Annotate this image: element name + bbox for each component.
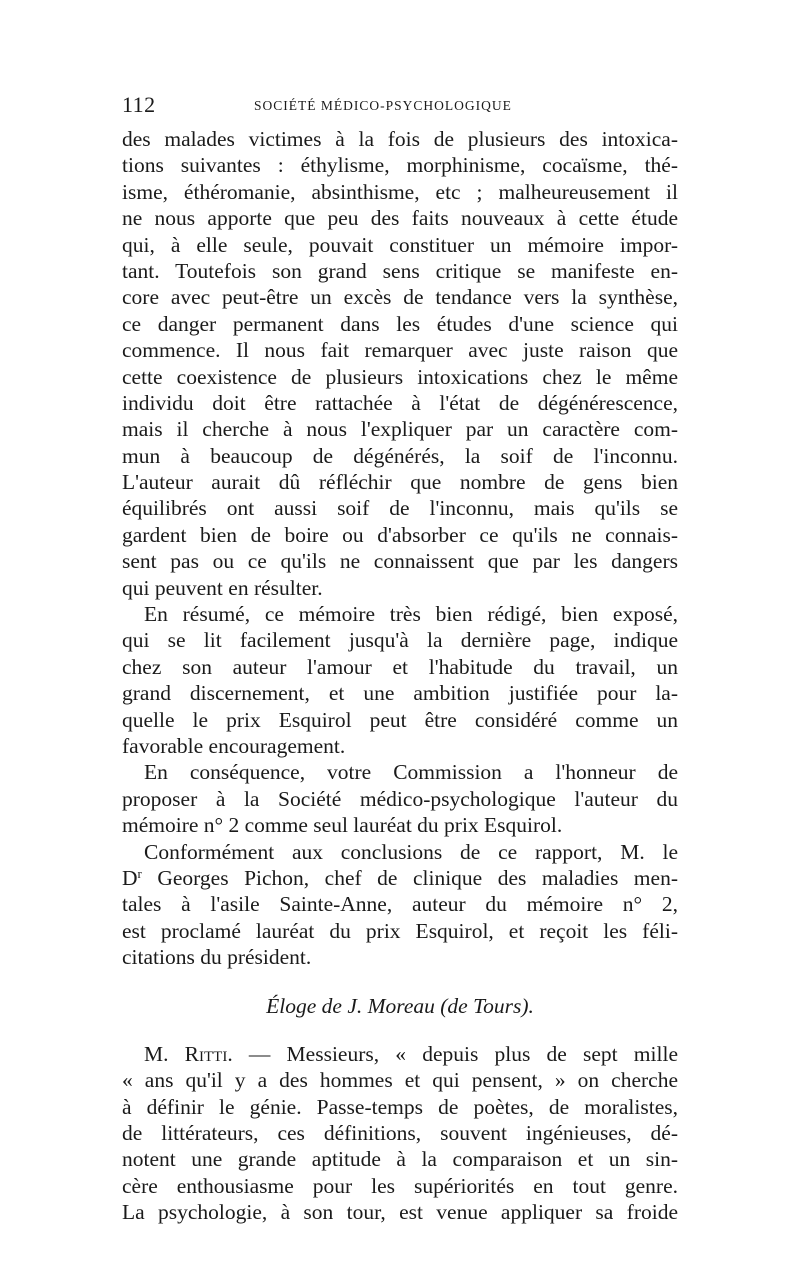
text-line: Conformément aux conclusions de ce rapport, M. le <box>144 839 678 864</box>
text-line <box>122 1041 678 1067</box>
paragraph-1 <box>122 126 678 601</box>
text-line: tales à l'asile Sainte-Anne, auteur du mémoire n° 2, <box>122 892 678 917</box>
page-body <box>122 126 678 1226</box>
text-line: qui peuvent en résulter. <box>122 575 323 600</box>
text-line: La psychologie, à son tour, est venue appliquer sa froide <box>122 1200 678 1225</box>
text-line: mun à beaucoup de dégénérés, la soif de l'inconnu. <box>122 443 678 468</box>
page-number: 112 <box>122 92 156 117</box>
paragraph-4 <box>122 839 678 971</box>
text-line: ce danger permanent dans les études d'une science qui <box>122 311 678 336</box>
text-line: équilibrés ont aussi soif de l'inconnu, mais qu'ils se <box>122 496 678 521</box>
page-header <box>122 92 678 118</box>
paragraph-5 <box>122 1041 678 1226</box>
text-line: ne nous apporte que peu des faits nouveaux à cette étude <box>122 206 678 231</box>
text-line: qui se lit facilement jusqu'à la dernière page, indique <box>122 628 678 653</box>
text-line: qui, à elle seule, pouvait constituer un mémoire impor- <box>122 232 678 257</box>
speaker-name: Ritti <box>184 1041 228 1066</box>
text-line: En conséquence, votre Commission a l'honneur de <box>144 760 678 785</box>
text-line: commence. Il nous fait remarquer avec juste raison que <box>122 338 678 363</box>
text-line: quelle le prix Esquirol peut être considéré comme un <box>122 707 678 732</box>
text-line: En résumé, ce mémoire très bien rédigé, bien exposé, <box>144 602 678 627</box>
text-line: mais il cherche à nous l'expliquer par un caractère com- <box>122 417 678 442</box>
text-line: citations du président. <box>122 945 312 970</box>
text-line-rest: Georges Pichon, chef de clinique des maladies men- <box>141 865 678 890</box>
text-line: notent une grande aptitude à la comparaison et un sin- <box>122 1147 678 1172</box>
text-line: mémoire n° 2 comme seul lauréat du prix Esquirol. <box>122 813 563 838</box>
text-line: isme, éthéromanie, absinthisme, etc ; malheureusement il <box>122 179 678 204</box>
text-line <box>122 865 678 891</box>
text-line: des malades victimes à la fois de plusieurs des intoxica- <box>122 127 678 151</box>
text-line: core avec peut-être un excès de tendance vers la synthèse, <box>122 285 678 310</box>
text-line: de littérateurs, ces définitions, souvent ingénieuses, dé- <box>122 1121 678 1146</box>
text-line: à définir le génie. Passe-temps de poètes, de moralistes, <box>122 1094 678 1119</box>
paragraph-2 <box>122 601 678 759</box>
text-line: « ans qu'il y a des hommes et qui pensent, » on cherche <box>122 1068 678 1093</box>
text-line: tant. Toutefois son grand sens critique se manifeste en- <box>122 258 678 283</box>
text-line: tions suivantes : éthylisme, morphinisme, cocaïsme, thé- <box>122 153 678 178</box>
section-heading: Éloge de J. Moreau (de Tours). <box>266 993 534 1018</box>
text-line: est proclamé lauréat du prix Esquirol, et reçoit les féli- <box>122 918 678 943</box>
text-line: gardent bien de boire ou d'absorber ce qu'ils ne connais- <box>122 522 678 547</box>
doctor-abbrev-superscript: r <box>137 866 142 881</box>
doctor-abbrev: D <box>122 865 138 890</box>
text-line: chez son auteur l'amour et l'habitude du travail, un <box>122 654 678 679</box>
paragraph-3 <box>122 759 678 838</box>
text-line: favorable encouragement. <box>122 733 346 758</box>
text-line: sent pas ou ce qu'ils ne connaissent que par les dangers <box>122 549 678 574</box>
text-line: individu doit être rattachée à l'état de dégénérescence, <box>122 390 678 415</box>
text-line: L'auteur aurait dû réfléchir que nombre de gens bien <box>122 470 678 495</box>
text-line: cette coexistence de plusieurs intoxications chez le même <box>122 364 678 389</box>
running-title: SOCIÉTÉ MÉDICO-PSYCHOLOGIQUE <box>254 98 512 113</box>
text-line: proposer à la Société médico-psychologique l'auteur du <box>122 786 678 811</box>
speaker-prefix: M. <box>144 1041 185 1066</box>
text-line-rest: . — Messieurs, « depuis plus de sept mille <box>227 1041 678 1066</box>
text-line: grand discernement, et une ambition justifiée pour la- <box>122 681 678 706</box>
text-line: cère enthousiasme pour les supériorités en tout genre. <box>122 1173 678 1198</box>
